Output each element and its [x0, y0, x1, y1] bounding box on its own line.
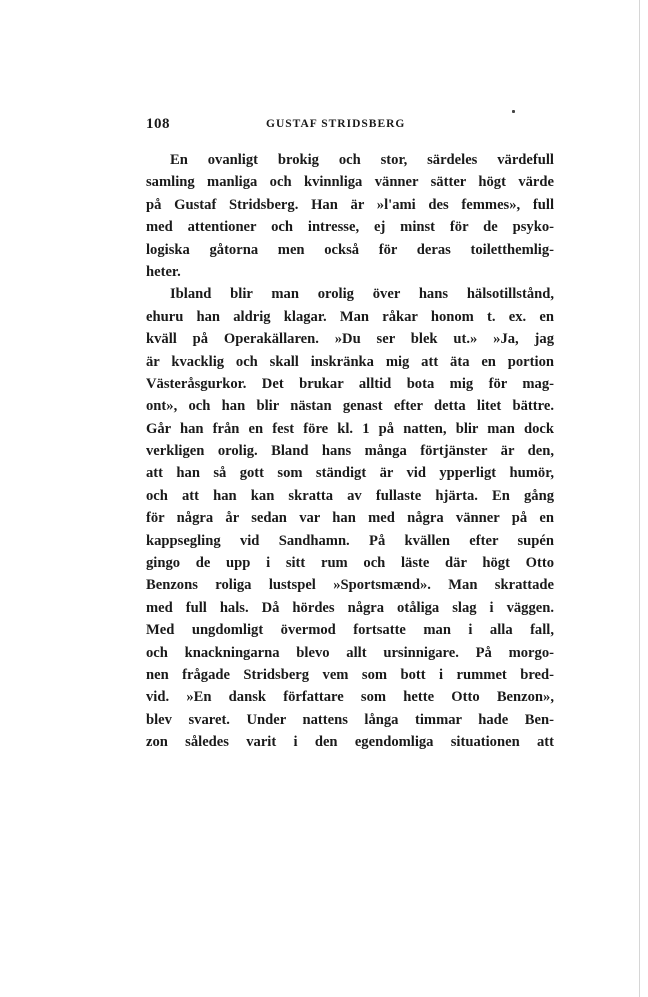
text-line: Med ungdomligt övermod fortsatte man i alla fall, — [146, 622, 554, 639]
text-line: på Gustaf Stridsberg. Han är »l'ami des femmes», full — [146, 196, 554, 213]
body-text — [146, 149, 554, 754]
text-line: är kvacklig och skall inskränka mig att äta en portion — [146, 353, 554, 370]
text-line: samling manliga och kvinnliga vänner sätter högt värde — [146, 174, 554, 191]
text-line: med full hals. Då hördes några otåliga slag i väggen. — [146, 599, 554, 616]
text-line: kappsegling vid Sandhamn. På kvällen efter supén — [146, 532, 554, 549]
text-line: att han så gott som ständigt är vid ypperligt humör, — [146, 465, 554, 482]
text-line: och knackningarna blevo allt ursinnigare. På morgo- — [146, 644, 554, 661]
text-line: Västeråsgurkor. Det brukar alltid bota mig för mag- — [146, 375, 554, 392]
text-line: för några år sedan var han med några vänner på en — [146, 510, 554, 527]
running-title: GUSTAF STRIDSBERG — [266, 118, 406, 130]
text-line: med attentioner och intresse, ej minst för de psyko- — [146, 219, 554, 236]
text-line: ehuru han aldrig klagar. Man råkar honom t. ex. en — [146, 308, 554, 325]
text-line: kväll på Operakällaren. »Du ser blek ut.» »Ja, jag — [146, 331, 554, 348]
page-edge-line — [639, 0, 640, 997]
text-line: verkligen orolig. Bland hans många förtjänster är den, — [146, 443, 554, 460]
text-line: ont», och han blir nästan genast efter detta litet bättre. — [146, 398, 554, 415]
text-line: Ibland blir man orolig över hans hälsotillstånd, — [170, 286, 554, 303]
text-line: och att han kan skratta av fullaste hjärta. En gång — [146, 487, 554, 504]
ink-speck — [512, 110, 515, 113]
text-line: zon således varit i den egendomliga situationen att — [146, 734, 554, 751]
running-head — [146, 116, 554, 134]
page-number: 108 — [146, 116, 170, 132]
text-line: nen frågade Stridsberg vem som bott i rummet bred- — [146, 666, 554, 683]
text-line: En ovanligt brokig och stor, särdeles värdefull — [170, 152, 554, 168]
text-line: Benzons roliga lustspel »Sportsmænd». Man skrattade — [146, 577, 554, 594]
text-line: heter. — [146, 263, 181, 280]
text-line: gingo de upp i sitt rum och läste där högt Otto — [146, 555, 554, 572]
text-line: blev svaret. Under nattens långa timmar hade Ben- — [146, 711, 554, 728]
text-line: logiska gåtorna men också för deras toiletthemlig- — [146, 241, 554, 258]
text-line: vid. »En dansk författare som hette Otto Benzon», — [146, 689, 554, 706]
text-line: Går han från en fest före kl. 1 på natten, blir man dock — [146, 420, 554, 437]
